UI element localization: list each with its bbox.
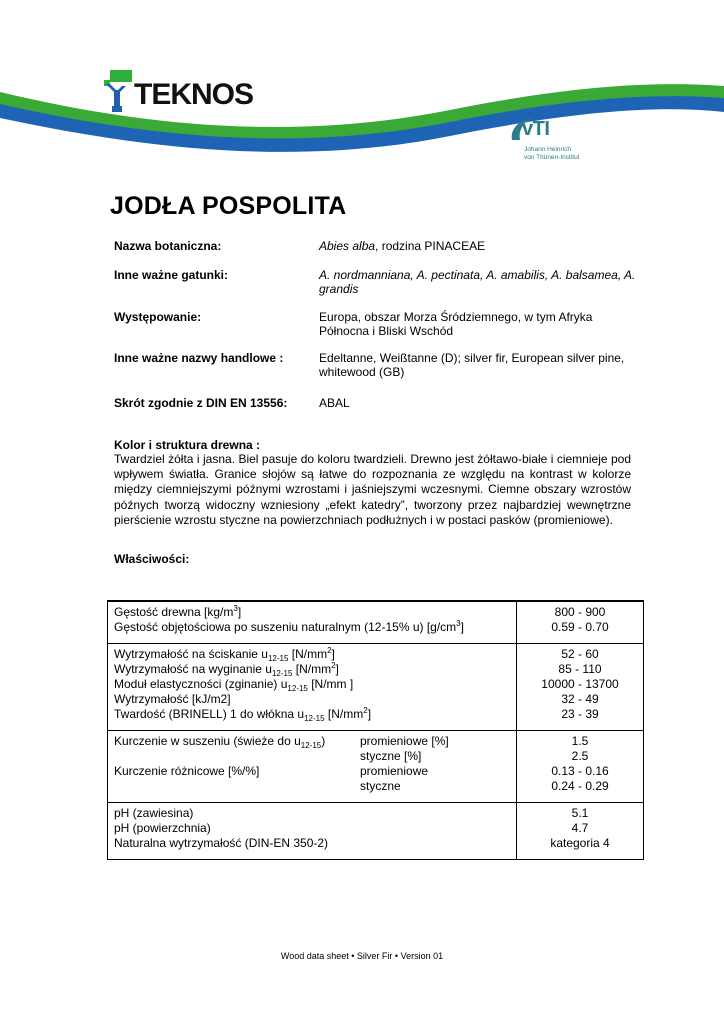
value-hardness: 23 - 39 [561,707,599,721]
vti-logo [508,110,623,172]
property-diff-shrinkage-tangential: styczne [360,779,401,793]
table-row [108,803,644,860]
info-label-occurrence: Występowanie: [114,310,202,324]
value-italic: Abies alba [319,239,376,253]
value-impact: 32 - 49 [561,692,599,706]
vti-wordmark: vTI [522,118,550,140]
table-cell-value [517,803,644,860]
property-impact: Wytrzymałość [kJ/m2] [114,692,231,706]
table-cell-label [108,601,517,644]
value-italic: A. nordmanniana, A. pectinata, A. amabilis, A. balsamea, A. grandis [319,268,636,296]
value-shrinkage-radial: 1.5 [571,734,589,748]
info-value-occurrence [319,310,639,338]
property-shrinkage-radial: Kurczenie w suszeniu (świeże do $u_{12-15}$) promieniowe [%] [114,734,449,750]
value-rest: , rodzina PINACEAE [375,239,486,253]
table-cell-label [108,644,517,731]
value-rest: ABAL [319,396,350,410]
value-bending: 85 - 110 [558,662,602,676]
value-ph-suspension: 5.1 [571,806,589,820]
table-cell-label [108,803,517,860]
property-hardness: Twardość (BRINELL) 1 do włókna $u_{12-15}$ $[N/mm^2]$ [114,706,372,723]
property-bulk-density: Gęstość objętościowa po suszeniu naturalnym (12-15% u) $[g/cm^3]$ [114,619,464,634]
value-elasticity: 10000 - 13700 [541,677,619,691]
value-bulk-density: 0.59 - 0.70 [551,620,609,634]
value-ph-surface: 4.7 [571,821,589,835]
value-rest: Europa, obszar Morza Śródziemnego, w tym Afryka Północna i Bliski Wschód [319,310,593,338]
info-label-species: Inne ważne gatunki: [114,268,229,282]
info-value-botanical [319,239,639,253]
properties-heading: Właściwości: [114,552,190,566]
info-label-abbreviation: Skrót zgodnie z DIN EN 13556: [114,396,288,410]
value-rest: Edeltanne, Weißtanne (D); silver fir, European silver pine, whitewood (GB) [319,351,625,379]
value-diff-shrinkage-tangential: 0.24 - 0.29 [551,779,609,793]
page-title: JODŁA POSPOLITA [110,192,347,220]
info-label-trade-names: Inne ważne nazwy handlowe : [114,351,284,365]
property-elasticity: Moduł elastyczności (zginanie) $u_{12-15}$ [N/mm ] [114,677,354,693]
property-ph-surface: pH (powierzchnia) [114,821,211,835]
teknos-logo [100,68,260,114]
value-shrinkage-tangential: 2.5 [571,749,589,763]
info-label-botanical: Nazwa botaniczna: [114,239,222,253]
info-value-trade-names [319,351,639,379]
table-cell-value [517,601,644,644]
teknos-wordmark: TEKNOS [134,78,254,111]
vti-subtitle-line1: Johann Heinrich [524,146,571,153]
info-value-species [319,268,639,296]
value-density: 800 - 900 [554,605,606,619]
table-cell-value [517,644,644,731]
page-footer: Wood data sheet • Silver Fir • Version 01 [280,951,444,961]
value-diff-shrinkage-radial: 0.13 - 0.16 [551,764,609,778]
property-bending: Wytrzymałość na wyginanie $u_{12-15}$ $[N/mm^2]$ [114,661,339,678]
table-row [108,601,644,644]
color-structure-text: Twardziel żółta i jasna. Biel pasuje do koloru twardzieli. Drewno jest żółtawo-białe i ciemnieje pod wpływem światła. Granice słojów są łatwe do rozpoznania ze względu na kontrast w kolorze między ciemniejszymi późnymi wzrostami i jaśniejszymi wczesnymi. Ciemne obszary wzrostów późnych tworzą widoczny wzniesiony „efekt katedry”, tworzony przez najbardziej wewnętrzne pierścienie wzrostu styczne na powierzchniach podłużnych i w postaci pasków (promieniowe). [114,452,631,527]
info-value-abbreviation [319,396,639,410]
brush-icon [110,70,132,82]
property-diff-shrinkage-radial: Kurczenie różnicowe [%/%] promieniowe [114,764,429,778]
table-row [108,731,644,803]
value-durability: kategoria 4 [550,836,610,850]
value-compression: 52 - 60 [561,647,599,661]
property-shrinkage-tangential: styczne [%] [360,749,422,763]
color-structure-heading: Kolor i struktura drewna : [114,438,261,452]
property-ph-suspension: pH (zawiesina) [114,806,194,820]
properties-table [107,600,644,860]
table-cell-label [108,731,517,803]
property-durability: Naturalna wytrzymałość (DIN-EN 350-2) [114,836,329,850]
table-row [108,644,644,731]
property-compression: Wytrzymałość na ściskanie $u_{12-15}$ $[N/mm^2]$ [114,646,335,663]
property-density: Gęstość drewna $[kg/m^3]$ [114,604,242,619]
table-cell-value [517,731,644,803]
vti-subtitle-line2: von Thünen-Institut [524,154,580,161]
